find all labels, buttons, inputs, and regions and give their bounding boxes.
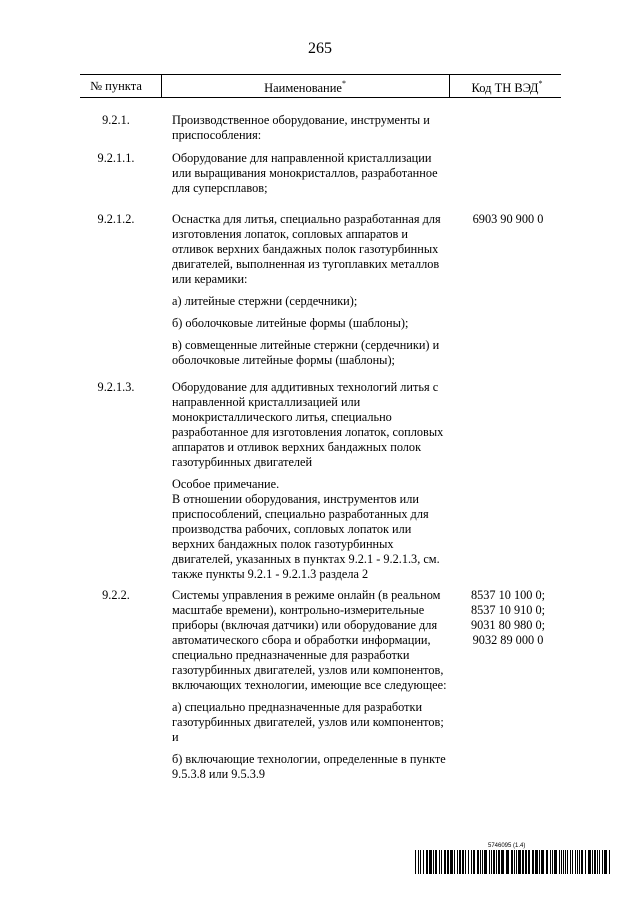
document-barcode [415,842,612,874]
barcode-bar [457,850,458,874]
footnote-mark: * [538,79,543,88]
barcode-bar [496,850,497,874]
barcode-bar [418,850,419,874]
item-text: Оснастка для литья, специально разработанная для изготовления лопаток, сопловых аппаратов и отливок верхних бандажных полок газотурбинных двигателей, выполненная из тугоплавких металлов или керамики: [172,212,441,286]
barcode-bar [433,850,434,874]
barcode-bar [535,850,538,874]
barcode-bar [541,850,544,874]
header-name-label: Наименование [264,81,342,95]
barcode-bar [441,850,442,874]
barcode-bar [465,850,466,874]
item-codes [458,212,558,227]
barcode-bar [570,850,571,874]
barcode-bar [439,850,440,874]
header-number-label: № пункта [90,79,142,93]
barcode-bar [420,850,421,874]
special-note: Особое примечание. В отношении оборудования, инструментов или приспособлений, специально разработанных для производства рабочих, сопловых лопаток или верхних бандажных полок газотурбинных двигателей, указанных в пунктах 9.2.1 - 9.2.1.3, см. также пункты 9.2.1 - 9.2.1.3 раздела 2 [172,477,440,581]
barcode-bar [581,850,583,874]
item-number: 9.2.1.3. [97,380,135,394]
barcode-bar [426,850,428,874]
barcode-bar [522,850,524,874]
barcode-bar [468,850,469,874]
header-code [452,79,562,96]
barcode-bar [602,850,603,874]
barcode-bar [501,850,504,874]
barcode-bar [514,850,515,874]
header-item-number [80,79,152,94]
item-name [172,588,450,789]
barcode-bars [415,850,612,874]
table-header [80,74,561,98]
barcode-bar [480,850,481,874]
tn-ved-code: 9031 80 980 0; [470,618,546,632]
barcode-bar [599,850,600,874]
barcode-bar [459,850,461,874]
barcode-bar [561,850,562,874]
barcode-bar [588,850,591,874]
barcode-bar [450,850,453,874]
barcode-bar [491,850,492,874]
item-name [172,212,450,375]
barcode-bar [597,850,598,874]
barcode-bar [532,850,534,874]
item-subitem: в) совмещенные литейные стержни (сердечники) и оболочковые литейные формы (шаблоны); [172,338,440,367]
barcode-bar [528,850,530,874]
barcode-bar [604,850,607,874]
item-name [172,113,450,150]
item-codes [458,588,558,648]
footnote-mark: * [341,79,346,88]
barcode-bar [565,850,566,874]
barcode-bar [546,850,548,874]
barcode-bar [594,850,596,874]
barcode-number: 5746095 (1.4) [488,843,526,849]
barcode-bar [550,850,551,874]
barcode-bar [489,850,490,874]
barcode-bar [539,850,540,874]
barcode-bar [572,850,573,874]
barcode-bar [592,850,593,874]
item-number: 9.2.1.2. [97,212,135,226]
tn-ved-code: 8537 10 910 0; [470,603,546,617]
item-number: 9.2.1. [102,113,130,127]
item-subitem: б) включающие технологии, определенные в пункте 9.5.3.8 или 9.5.3.9 [172,752,446,781]
barcode-bar [477,850,479,874]
page-number: 265 [308,40,332,57]
barcode-bar [454,850,455,874]
barcode-bar [471,850,472,874]
barcode-bar [525,850,527,874]
item-name [172,151,450,203]
barcode-bar [511,850,513,874]
item-text: Системы управления в режиме онлайн (в реальном масштабе времени), контрольно-измерительные приборы (включая датчики) или оборудование для автоматического сбора и обработки информации, специально предназначенные для разработки газотурбинных двигателей, узлов или компонентов, включающих технологии, имеющие все следующее: [172,588,447,692]
barcode-bar [585,850,586,874]
barcode-bar [435,850,437,874]
item-number: 9.2.1.1. [97,151,135,165]
item-subitem: б) оболочковые литейные формы (шаблоны); [172,316,409,330]
barcode-bar [473,850,475,874]
tn-ved-code: 9032 89 000 0 [472,633,544,647]
item-name [172,380,450,589]
barcode-bar [579,850,580,874]
tn-ved-code: 8537 10 100 0; [470,588,546,602]
barcode-bar [482,850,483,874]
barcode-bar [498,850,500,874]
item-subitem: а) литейные стержни (сердечники); [172,294,358,308]
barcode-bar [484,850,487,874]
barcode-bar [516,850,517,874]
barcode-bar [559,850,560,874]
barcode-bar [554,850,557,874]
item-subitem: а) специально предназначенные для разработки газотурбинных двигателей, узлов или компонентов; и [172,700,444,744]
barcode-bar [577,850,578,874]
tn-ved-code: 6903 90 900 0 [472,212,544,226]
barcode-bar [563,850,564,874]
barcode-bar [423,850,424,874]
barcode-bar [444,850,446,874]
item-number: 9.2.2. [102,588,130,602]
barcode-bar [447,850,449,874]
barcode-bar [518,850,521,874]
barcode-bar [552,850,553,874]
barcode-bar [575,850,576,874]
item-text: Оборудование для направленной кристаллизации или выращивания монокристаллов, разработанное для суперсплавов; [172,151,438,195]
item-text: Оборудование для аддитивных технологий литья с направленной кристаллизацией или монокристаллического литья, специально разработанное для изготовления лопаток, сопловых аппаратов и отливок верхних бандажных полок газотурбинных двигателей [172,380,444,469]
barcode-bar [506,850,509,874]
barcode-bar [493,850,495,874]
barcode-bar [609,850,610,874]
barcode-bar [415,850,416,874]
column-divider [449,74,450,97]
item-text: Производственное оборудование, инструменты и приспособления: [172,113,430,142]
barcode-bar [429,850,432,874]
header-name [170,79,440,96]
column-divider [161,74,162,97]
barcode-bar [462,850,464,874]
header-code-label: Код ТН ВЭД [471,81,539,95]
barcode-bar [567,850,568,874]
